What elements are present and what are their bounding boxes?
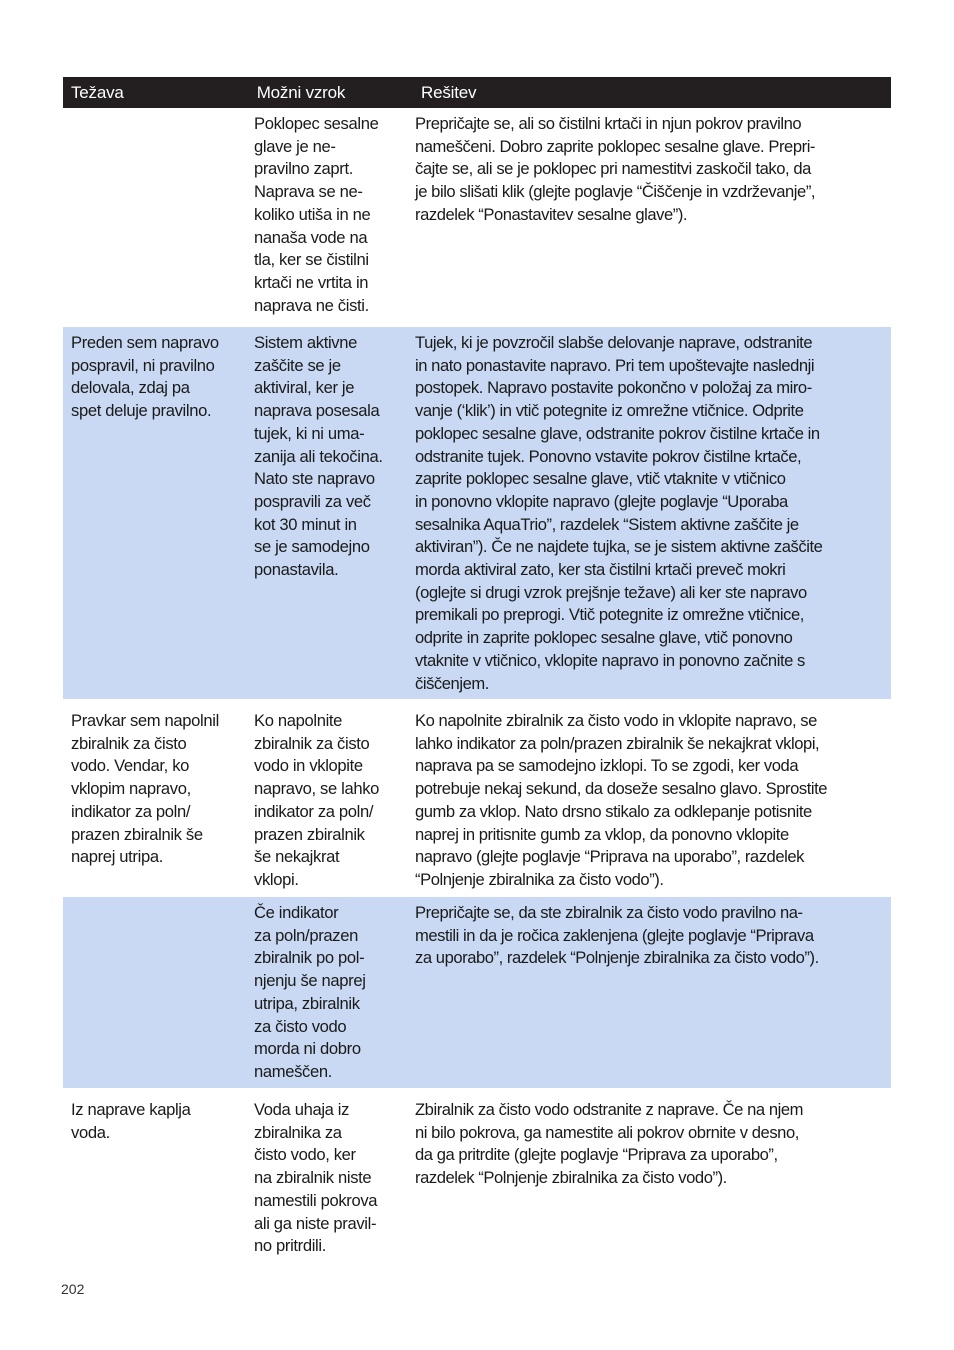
cause-cell: Ko napolnite zbiralnik za čisto vodo in vklopite napravo, se lahko indikator za poln/ prazen zbiralnik še nekajkrat vklopi.	[254, 711, 380, 889]
cause-cell: Voda uhaja iz zbiralnika za čisto vodo, ker na zbiralnik niste namestili pokrova ali ga niste pravil- no pritrdili.	[254, 1100, 378, 1256]
table-row	[63, 1088, 891, 1264]
cause-cell: Sistem aktivne zaščite se je aktiviral, ker je naprava posesala tujek, ki ni uma- zanija ali tekočina. Nato ste napravo pospravili za več kot 30 minut in se je samodejno ponastavila.	[254, 333, 383, 580]
table-header	[63, 77, 891, 108]
problem-cell	[63, 108, 246, 321]
table-row	[63, 321, 891, 699]
troubleshooting-table	[63, 77, 891, 1264]
solution-cell: Zbiralnik za čisto vodo odstranite z naprave. Če na njem ni bilo pokrova, ga namestite ali pokrov obrnite v desno, da ga pritrdite (glejte poglavje “Priprava za uporabo”, razdelek “Polnjenje zbiralnika za čisto vodo”).	[415, 1100, 804, 1188]
solution-cell: Prepričajte se, ali so čistilni krtači in njun pokrov pravilno nameščeni. Dobro zaprite poklopec sesalne glave. Prepri- čajte se, ali se je poklopec pri namestitvi zaskočil tako, da je bilo slišati klik (glejte poglavje “Čiščenje in vzdrževanje”, razdelek “Ponastavitev sesalne glave”).	[415, 114, 816, 224]
cause-cell: Poklopec sesalne glave je ne- pravilno zaprt. Naprava se ne- koliko utiša in ne nanaša vode na tla, ker se čistilni krtači ne vrtita in naprava ne čisti.	[254, 114, 379, 315]
header-cause: Možni vzrok	[256, 82, 346, 102]
header-solution: Rešitev	[421, 82, 477, 102]
header-problem: Težava	[71, 82, 124, 102]
problem-cell: Iz naprave kaplja voda.	[71, 1100, 191, 1142]
solution-cell: Prepričajte se, da ste zbiralnik za čisto vodo pravilno na- mestili in da je ročica zaklenjena (glejte poglavje “Priprava za uporabo”, razdelek “Polnjenje zbiralnika za čisto vodo”).	[415, 903, 819, 968]
table-row	[63, 108, 891, 321]
solution-cell: Tujek, ki je povzročil slabše delovanje naprave, odstranite in nato ponastavite napravo. Pri tem upoštevajte naslednji postopek. Napravo postavite pokončno v položaj za miro- vanje (‘klik’) in vtič potegnite iz omrežne vtičnice. Odprite poklopec sesalne glave, odstranite pokrov čistilne krtače in odstranite tujek. Ponovno vstavite pokrov čistilne krtače, zaprite poklopec sesalne glave, vtič vtaknite v vtičnico in ponovno vklopite napravo (glejte poglavje “Uporaba sesalnika AquaTrio”, razdelek “Sistem aktivne zaščite je aktiviran”). Če ne najdete tujka, se je sistem aktivne zaščite morda aktiviral zato, ker sta čistilni krtači preveč mokri (oglejte si drugi vzrok prejšnje težave) ali ker ste napravo premikali po preprogi. Vtič potegnite iz omrežne vtičnice, odprite in zaprite poklopec sesalne glave, vtič ponovno vtaknite v vtičnico, vklopite napravo in ponovno začnite s čiščenjem.	[415, 333, 823, 693]
table-row	[63, 891, 891, 1088]
page-number: 202	[61, 1281, 85, 1297]
problem-cell: Pravkar sem napolnil zbiralnik za čisto vodo. Vendar, ko vklopim napravo, indikator za poln/ prazen zbiralnik še naprej utripa.	[71, 711, 219, 867]
cause-cell: Če indikator za poln/prazen zbiralnik po pol- njenju še naprej utripa, zbiralnik za čisto vodo morda ni dobro nameščen.	[254, 903, 366, 1081]
solution-cell: Ko napolnite zbiralnik za čisto vodo in vklopite napravo, se lahko indikator za poln/prazen zbiralnik še nekajkrat vklopi, naprava pa se samodejno izklopi. To se zgodi, ker voda potrebuje nekaj sekund, da doseže sesalno glavo. Sprostite gumb za vklop. Nato drsno stikalo za odklepanje potisnite naprej in pritisnite gumb za vklop, da ponovno vklopite napravo (glejte poglavje “Priprava na uporabo”, razdelek “Polnjenje zbiralnika za čisto vodo”).	[415, 711, 828, 889]
problem-cell: Preden sem napravo pospravil, ni pravilno delovala, zdaj pa spet deluje pravilno.	[71, 333, 219, 421]
problem-cell	[63, 897, 246, 1088]
table-row	[63, 699, 891, 891]
